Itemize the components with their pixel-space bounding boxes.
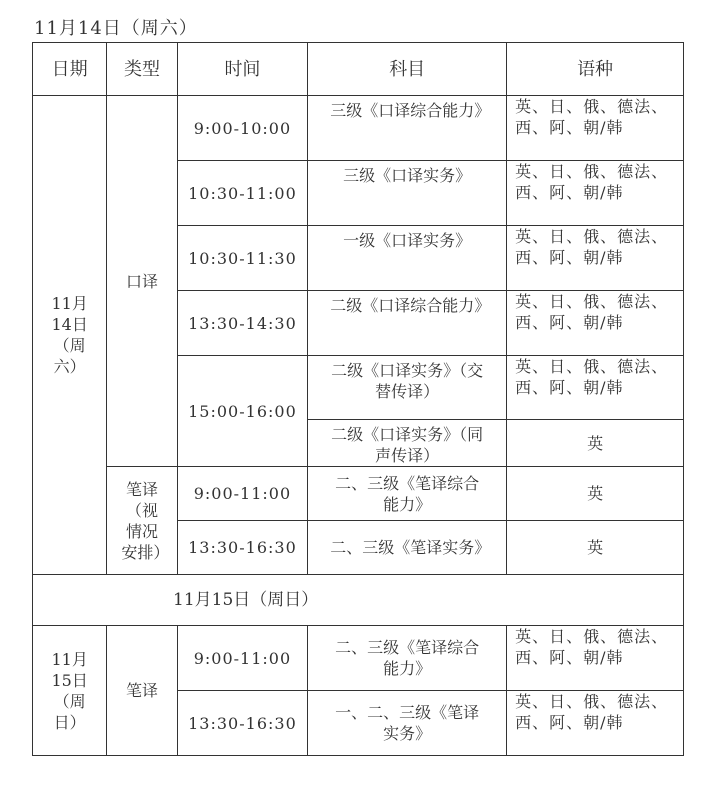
header-row — [33, 43, 684, 96]
date-cell: 11月14日（周六） — [33, 96, 107, 575]
table-row — [33, 626, 684, 691]
time-cell: 10:30-11:30 — [177, 226, 308, 291]
header-type: 类型 — [107, 43, 177, 96]
subject-cell: 二、三级《笔译实务》 — [308, 521, 507, 575]
subject-cell: 一、二、三级《笔译实务》 — [308, 691, 507, 756]
subject-cell: 三级《口译实务》 — [308, 161, 507, 226]
table-row — [33, 96, 684, 161]
time-cell: 13:30-16:30 — [177, 521, 308, 575]
language-cell: 英、日、俄、德法、西、阿、朝/韩 — [507, 226, 684, 291]
table-row — [33, 467, 684, 521]
subject-cell: 三级《口译综合能力》 — [308, 96, 507, 161]
type-cell: 笔译（视情况安排） — [107, 467, 177, 575]
header-time: 时间 — [177, 43, 308, 96]
subject-cell: 二级《口译综合能力》 — [308, 291, 507, 356]
language-cell: 英 — [507, 467, 684, 521]
type-cell: 口译 — [107, 96, 177, 467]
type-cell: 笔译 — [107, 626, 177, 756]
time-cell: 13:30-16:30 — [177, 691, 308, 756]
language-cell: 英、日、俄、德法、西、阿、朝/韩 — [507, 96, 684, 161]
language-cell: 英 — [507, 521, 684, 575]
exam-schedule-table — [32, 42, 684, 756]
page-caption: 11月14日（周六） — [34, 18, 198, 39]
header-date: 日期 — [33, 43, 107, 96]
header-language: 语种 — [507, 43, 684, 96]
subject-cell: 二、三级《笔译综合能力》 — [308, 626, 507, 691]
language-cell: 英、日、俄、德法、西、阿、朝/韩 — [507, 626, 684, 691]
subject-cell: 二、三级《笔译综合能力》 — [308, 467, 507, 521]
date-cell: 11月15日（周日） — [33, 626, 107, 756]
time-cell: 15:00-16:00 — [177, 356, 308, 467]
time-cell: 10:30-11:00 — [177, 161, 308, 226]
time-cell: 9:00-11:00 — [177, 467, 308, 521]
language-cell: 英、日、俄、德法、西、阿、朝/韩 — [507, 161, 684, 226]
subject-cell: 二级《口译实务》（交替传译） — [308, 356, 507, 420]
section-row — [33, 575, 684, 626]
header-subject: 科目 — [308, 43, 507, 96]
language-cell: 英 — [507, 420, 684, 467]
time-cell: 13:30-14:30 — [177, 291, 308, 356]
time-cell: 9:00-10:00 — [177, 96, 308, 161]
language-cell: 英、日、俄、德法、西、阿、朝/韩 — [507, 691, 684, 756]
section-title: 11月15日（周日） — [33, 575, 684, 626]
time-cell: 9:00-11:00 — [177, 626, 308, 691]
subject-cell: 二级《口译实务》（同声传译） — [308, 420, 507, 467]
language-cell: 英、日、俄、德法、西、阿、朝/韩 — [507, 356, 684, 420]
subject-cell: 一级《口译实务》 — [308, 226, 507, 291]
language-cell: 英、日、俄、德法、西、阿、朝/韩 — [507, 291, 684, 356]
